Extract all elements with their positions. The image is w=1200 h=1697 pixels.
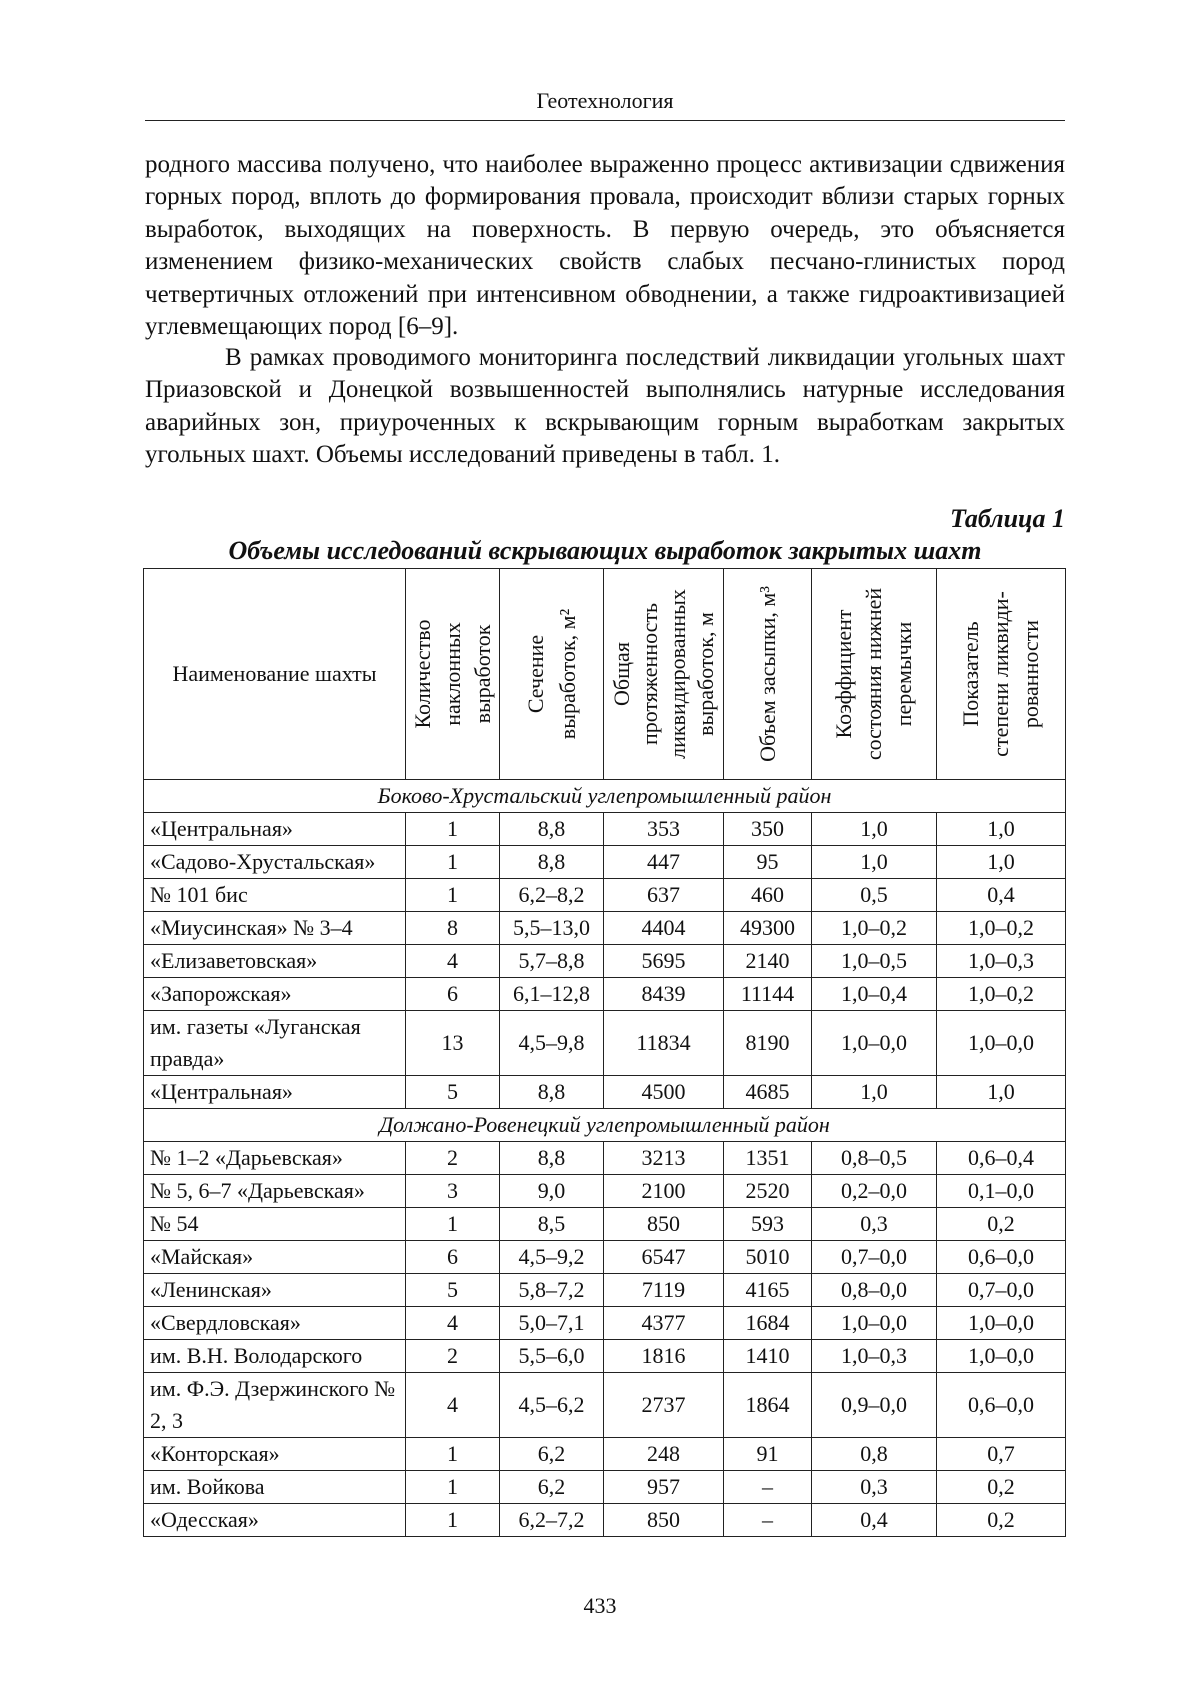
table-cell: 8190 — [724, 1011, 812, 1076]
header-name: Наименование шахты — [144, 569, 406, 780]
table-row — [144, 846, 1066, 879]
table-cell: 1410 — [724, 1340, 812, 1373]
table-row — [144, 1208, 1066, 1241]
table-cell: 1,0–0,0 — [937, 1340, 1066, 1373]
table-cell: 5,7–8,8 — [500, 945, 604, 978]
table-cell: 8439 — [604, 978, 724, 1011]
table-cell: 593 — [724, 1208, 812, 1241]
table-cell: 8,8 — [500, 1076, 604, 1109]
table-cell: 248 — [604, 1438, 724, 1471]
table-cell: 8,5 — [500, 1208, 604, 1241]
table-cell: 2737 — [604, 1373, 724, 1438]
table-cell: 9,0 — [500, 1175, 604, 1208]
table-cell: 49300 — [724, 912, 812, 945]
table-cell: 1 — [406, 813, 500, 846]
table-cell: 5 — [406, 1076, 500, 1109]
table-cell: 4404 — [604, 912, 724, 945]
table-cell: 0,2 — [937, 1504, 1066, 1537]
table-cell: 0,4 — [812, 1504, 937, 1537]
table-header-row — [144, 569, 1066, 780]
header-section: Сечение выработок, м² — [500, 569, 604, 780]
table-cell: 4165 — [724, 1274, 812, 1307]
table-cell: 1,0–0,0 — [937, 1307, 1066, 1340]
table-cell: 6,1–12,8 — [500, 978, 604, 1011]
table-cell: 0,2 — [937, 1208, 1066, 1241]
page-number: 433 — [583, 1593, 617, 1618]
table-cell: 11144 — [724, 978, 812, 1011]
table-cell: 2 — [406, 1142, 500, 1175]
table-cell: 1 — [406, 1471, 500, 1504]
table-cell: 8,8 — [500, 1142, 604, 1175]
table-row — [144, 1241, 1066, 1274]
table-cell: 91 — [724, 1438, 812, 1471]
table-cell: 4 — [406, 945, 500, 978]
table-row — [144, 1076, 1066, 1109]
table-cell: 1,0 — [937, 846, 1066, 879]
table-cell: 0,6–0,4 — [937, 1142, 1066, 1175]
table-cell: 0,1–0,0 — [937, 1175, 1066, 1208]
table-cell: 1,0–0,2 — [812, 912, 937, 945]
table-cell: 1,0 — [937, 1076, 1066, 1109]
table-cell: 8,8 — [500, 813, 604, 846]
table-cell: 0,7–0,0 — [937, 1274, 1066, 1307]
header-volume: Объем засыпки, м³ — [724, 569, 812, 780]
table-cell: 1,0 — [812, 846, 937, 879]
table-cell: 0,8–0,5 — [812, 1142, 937, 1175]
paragraph-2: В рамках проводимого мониторинга последствий ликвидации угольных шахт Приазовской и Донецкой возвышенностей выполнялись натурные исследования аварийных зон, приуроченных к вскрывающим горным выработкам закрытых угольных шахт. Объемы исследований приведены в табл. 1. — [145, 344, 1065, 469]
table-cell: 6,2 — [500, 1471, 604, 1504]
table-cell: 6,2 — [500, 1438, 604, 1471]
table-cell: 5,8–7,2 — [500, 1274, 604, 1307]
table-cell: 0,4 — [937, 879, 1066, 912]
table-cell: 637 — [604, 879, 724, 912]
table-cell: 7119 — [604, 1274, 724, 1307]
table-row — [144, 945, 1066, 978]
table-row — [144, 1307, 1066, 1340]
mine-name-cell: «Свердловская» — [144, 1307, 406, 1340]
table-cell: 2140 — [724, 945, 812, 978]
table-cell: 2 — [406, 1340, 500, 1373]
table-cell: 0,3 — [812, 1208, 937, 1241]
table-label: Таблица 1 — [949, 504, 1065, 533]
table-cell: 850 — [604, 1504, 724, 1537]
table-row — [144, 879, 1066, 912]
table-cell: 1684 — [724, 1307, 812, 1340]
table-cell: 2100 — [604, 1175, 724, 1208]
table-row — [144, 1142, 1066, 1175]
table-body — [144, 780, 1066, 1537]
table-cell: 0,8 — [812, 1438, 937, 1471]
table-row — [144, 1504, 1066, 1537]
mine-name-cell: им. Ф.Э. Дзержинского № 2, 3 — [144, 1373, 406, 1438]
paragraph-1: родного массива получено, что наиболее выраженно процесс активизации сдвижения горных пород, вплоть до формирования провала, происходит вблизи старых горных выработок, выходящих на поверхность. В первую очередь, это объясняется изменением физико-механических свойств слабых песчано-глинистых пород четвертичных отложений при интенсивном обводнении, а также гидроактивизацией углевмещающих пород [6–9]. — [145, 151, 1065, 341]
table-cell: 1816 — [604, 1340, 724, 1373]
mine-name-cell: «Запорожская» — [144, 978, 406, 1011]
table-cell: 353 — [604, 813, 724, 846]
section-title: Должано-Ровенецкий углепромышленный район — [144, 1109, 1066, 1142]
table-row — [144, 1274, 1066, 1307]
table-cell: 3213 — [604, 1142, 724, 1175]
table-cell: 1 — [406, 846, 500, 879]
table-cell: 1,0–0,0 — [812, 1307, 937, 1340]
mine-name-cell: «Центральная» — [144, 813, 406, 846]
table-cell: 460 — [724, 879, 812, 912]
table-cell: 4 — [406, 1307, 500, 1340]
table-cell: 0,3 — [812, 1471, 937, 1504]
table-cell: 5,0–7,1 — [500, 1307, 604, 1340]
table-cell: 1,0–0,2 — [937, 978, 1066, 1011]
table-cell: 3 — [406, 1175, 500, 1208]
table-row — [144, 1438, 1066, 1471]
table-cell: 8 — [406, 912, 500, 945]
section-title: Боково-Хрустальский углепромышленный район — [144, 780, 1066, 813]
header-coefficient: Коэффициент состояния нижней перемычки — [812, 569, 937, 780]
table-cell: 6547 — [604, 1241, 724, 1274]
mine-name-cell: «Миусинская» № 3–4 — [144, 912, 406, 945]
table-row — [144, 1471, 1066, 1504]
table-cell: 850 — [604, 1208, 724, 1241]
table-cell: 0,7 — [937, 1438, 1066, 1471]
table-cell: 11834 — [604, 1011, 724, 1076]
table-cell: 1,0–0,0 — [937, 1011, 1066, 1076]
table-row — [144, 1340, 1066, 1373]
mine-name-cell: № 54 — [144, 1208, 406, 1241]
table-cell: 5010 — [724, 1241, 812, 1274]
table-cell: 8,8 — [500, 846, 604, 879]
table-cell: 0,7–0,0 — [812, 1241, 937, 1274]
table-cell: 0,2 — [937, 1471, 1066, 1504]
table-cell: 957 — [604, 1471, 724, 1504]
table-cell: 1,0–0,3 — [812, 1340, 937, 1373]
table-cell: 5,5–6,0 — [500, 1340, 604, 1373]
table-caption: Объемы исследований вскрывающих выработок закрытых шахт — [228, 536, 982, 565]
table-cell: 0,8–0,0 — [812, 1274, 937, 1307]
table-row — [144, 813, 1066, 846]
table-cell: 1 — [406, 1438, 500, 1471]
mine-name-cell: им. В.Н. Володарского — [144, 1340, 406, 1373]
table-cell: 4685 — [724, 1076, 812, 1109]
table-row — [144, 1011, 1066, 1076]
table-cell: 1,0 — [812, 813, 937, 846]
table-cell: 6,2–8,2 — [500, 879, 604, 912]
data-table — [143, 568, 1066, 1537]
mine-name-cell: «Садово-Хрустальская» — [144, 846, 406, 879]
table-cell: 5 — [406, 1274, 500, 1307]
table-cell: 2520 — [724, 1175, 812, 1208]
mine-name-cell: «Одесская» — [144, 1504, 406, 1537]
table-cell: 0,9–0,0 — [812, 1373, 937, 1438]
table-cell: 1,0–0,5 — [812, 945, 937, 978]
table-cell: 4500 — [604, 1076, 724, 1109]
mine-name-cell: им. газеты «Луганская правда» — [144, 1011, 406, 1076]
header-length: Общая протяженность ликвидированных выработок, м — [604, 569, 724, 780]
section-row — [144, 780, 1066, 813]
table-cell: 0,6–0,0 — [937, 1241, 1066, 1274]
table-cell: 4 — [406, 1373, 500, 1438]
table-cell: 13 — [406, 1011, 500, 1076]
table-cell: 1351 — [724, 1142, 812, 1175]
mine-name-cell: «Центральная» — [144, 1076, 406, 1109]
table-cell: 1,0 — [937, 813, 1066, 846]
table-row — [144, 1175, 1066, 1208]
mine-name-cell: «Елизаветовская» — [144, 945, 406, 978]
table-cell: 4377 — [604, 1307, 724, 1340]
table-cell: 6 — [406, 1241, 500, 1274]
table-row — [144, 912, 1066, 945]
table-cell: – — [724, 1471, 812, 1504]
mine-name-cell: «Майская» — [144, 1241, 406, 1274]
table-cell: 1 — [406, 879, 500, 912]
running-title: Геотехнология — [145, 86, 1065, 121]
table-cell: 1,0–0,2 — [937, 912, 1066, 945]
header-index: Показатель степени ликвиди- рованности — [937, 569, 1066, 780]
table-cell: 0,2–0,0 — [812, 1175, 937, 1208]
table-cell: 5695 — [604, 945, 724, 978]
table-cell: 1864 — [724, 1373, 812, 1438]
table-cell: 0,6–0,0 — [937, 1373, 1066, 1438]
table-cell: 95 — [724, 846, 812, 879]
header-count: Количество наклонных выработок — [406, 569, 500, 780]
table-cell: 5,5–13,0 — [500, 912, 604, 945]
table-row — [144, 1373, 1066, 1438]
table-cell: 1,0–0,4 — [812, 978, 937, 1011]
mine-name-cell: «Ленинская» — [144, 1274, 406, 1307]
table-cell: – — [724, 1504, 812, 1537]
table-cell: 1 — [406, 1504, 500, 1537]
table-cell: 350 — [724, 813, 812, 846]
mine-name-cell: № 5, 6–7 «Дарьевская» — [144, 1175, 406, 1208]
table-cell: 1,0–0,0 — [812, 1011, 937, 1076]
table-cell: 1 — [406, 1208, 500, 1241]
table-cell: 1,0 — [812, 1076, 937, 1109]
table-cell: 0,5 — [812, 879, 937, 912]
mine-name-cell: им. Войкова — [144, 1471, 406, 1504]
table-cell: 6 — [406, 978, 500, 1011]
table-cell: 4,5–9,8 — [500, 1011, 604, 1076]
table-cell: 4,5–9,2 — [500, 1241, 604, 1274]
mine-name-cell: «Конторская» — [144, 1438, 406, 1471]
table-cell: 1,0–0,3 — [937, 945, 1066, 978]
table-cell: 447 — [604, 846, 724, 879]
table-cell: 4,5–6,2 — [500, 1373, 604, 1438]
table-cell: 6,2–7,2 — [500, 1504, 604, 1537]
mine-name-cell: № 101 бис — [144, 879, 406, 912]
mine-name-cell: № 1–2 «Дарьевская» — [144, 1142, 406, 1175]
section-row — [144, 1109, 1066, 1142]
table-row — [144, 978, 1066, 1011]
